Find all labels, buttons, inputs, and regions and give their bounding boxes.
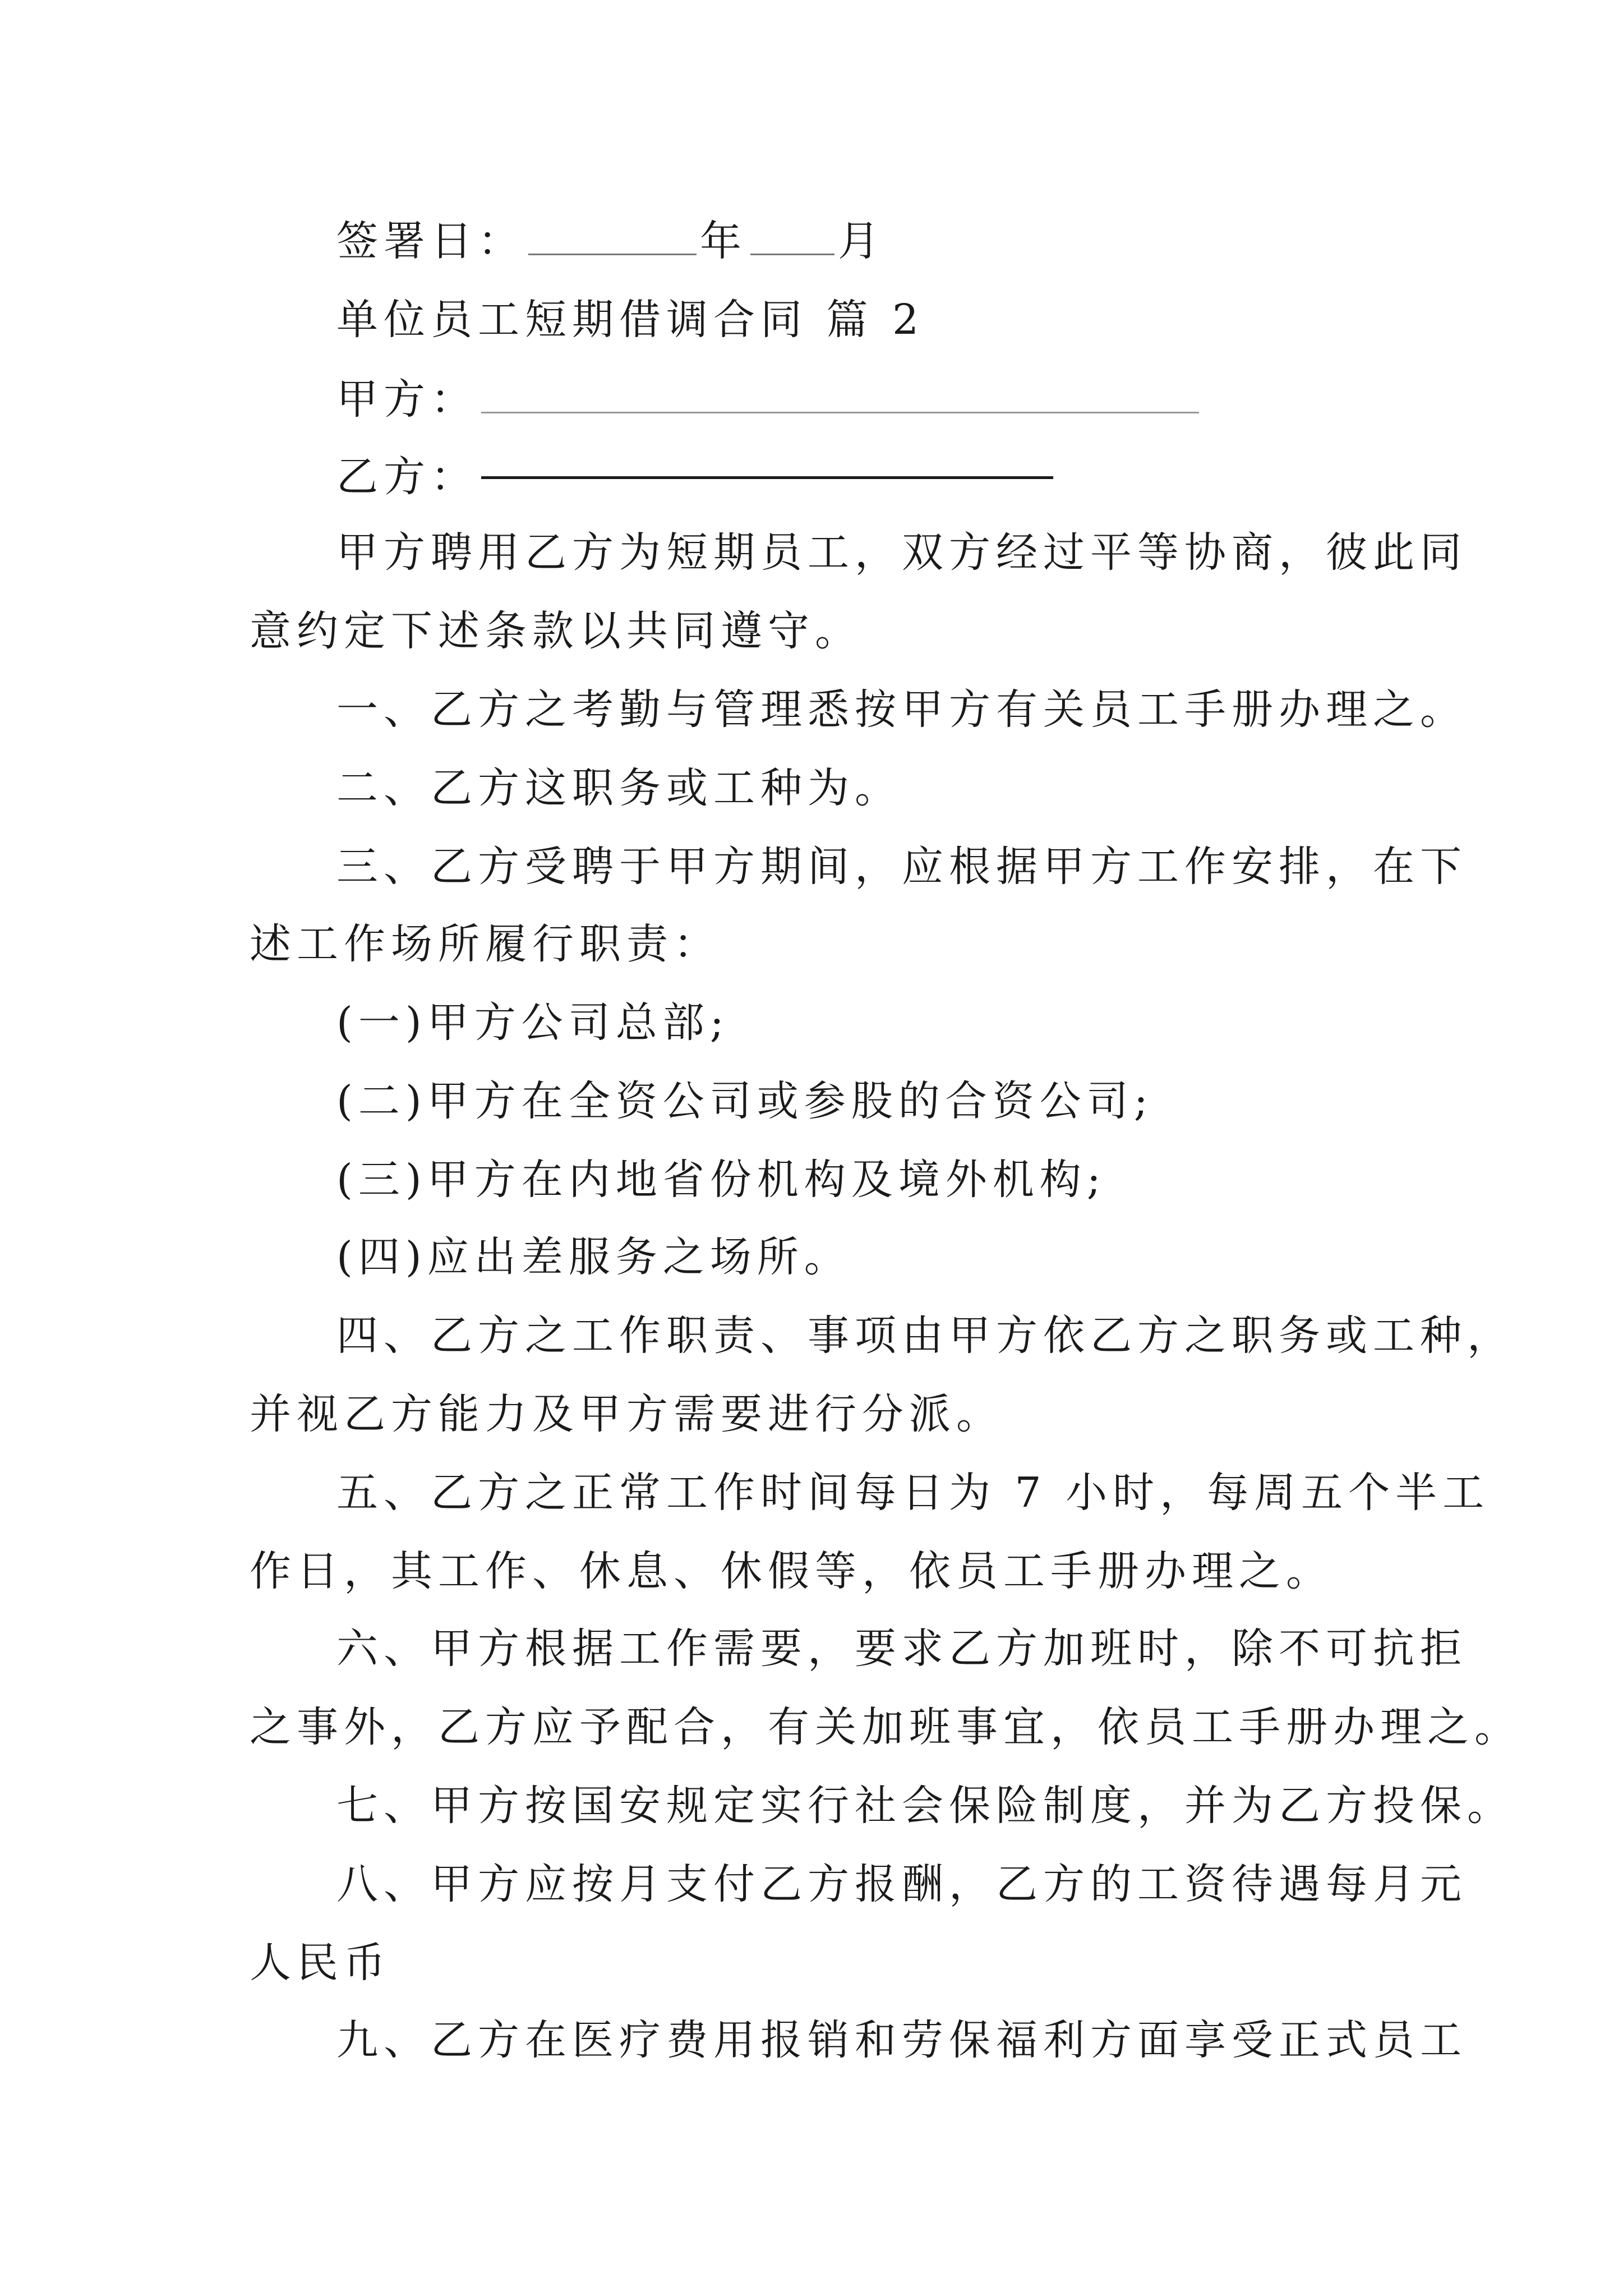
party-a-blank [481,378,1199,413]
clause-3-line-1: 三、乙方受聘于甲方期间，应根据甲方工作安排，在下 [336,843,1467,891]
signing-date-line [336,213,885,269]
clause-9-line-1: 九、乙方在医疗费用报销和劳保福利方面享受正式员工 [336,2016,1467,2064]
clause-6-line-1: 六、甲方根据工作需要，要求乙方加班时，除不可抗拒 [336,1625,1467,1673]
month-blank [750,220,834,255]
clause-1: 一、乙方之考勤与管理悉按甲方有关员工手册办理之。 [336,685,1467,734]
clause-4-line-1: 四、乙方之工作职责、事项由甲方依乙方之职务或工种， [336,1312,1514,1360]
party-b-label: 乙方： [336,453,478,501]
clause-6-line-2: 之事外，乙方应予配合，有关加班事宜，依员工手册办理之。 [250,1703,1521,1751]
party-b-dash-line [481,476,1053,479]
location-4: (四)应出差服务之场所。 [336,1233,851,1281]
party-b-line [336,449,1053,505]
clause-2: 二、乙方这职务或工种为。 [336,764,902,812]
clause-5-line-2: 作日，其工作、休息、休假等，依员工手册办理之。 [250,1547,1333,1595]
signing-date-label: 签署日： [336,217,525,265]
intro-line-1: 甲方聘用乙方为短期员工，双方经过平等协商，彼此同 [336,528,1467,577]
location-2: (二)甲方在全资公司或参股的合资公司; [336,1077,1154,1125]
location-1: (一)甲方公司总部; [336,999,730,1047]
clause-5-line-1: 五、乙方之正常工作时间每日为 7 小时，每周五个半工 [336,1469,1490,1517]
clause-8-line-2: 人民币 [250,1939,391,1987]
section-title: 单位员工短期借调合同 篇 2 [336,296,925,344]
year-blank [528,220,697,255]
party-a-label: 甲方： [336,375,478,424]
party-a-line [336,371,1202,427]
intro-line-2: 意约定下述条款以共同遵守。 [250,607,862,655]
year-label: 年 [700,217,747,265]
clause-7: 七、甲方按国安规定实行社会保险制度，并为乙方投保。 [336,1782,1514,1830]
clause-8-line-1: 八、甲方应按月支付乙方报酬，乙方的工资待遇每月元 [336,1860,1467,1908]
clause-3-line-2: 述工作场所履行职责： [250,920,721,968]
month-label: 月 [838,217,885,265]
location-3: (三)甲方在内地省份机构及境外机构; [336,1156,1106,1204]
clause-4-line-2: 并视乙方能力及甲方需要进行分派。 [250,1390,1003,1438]
